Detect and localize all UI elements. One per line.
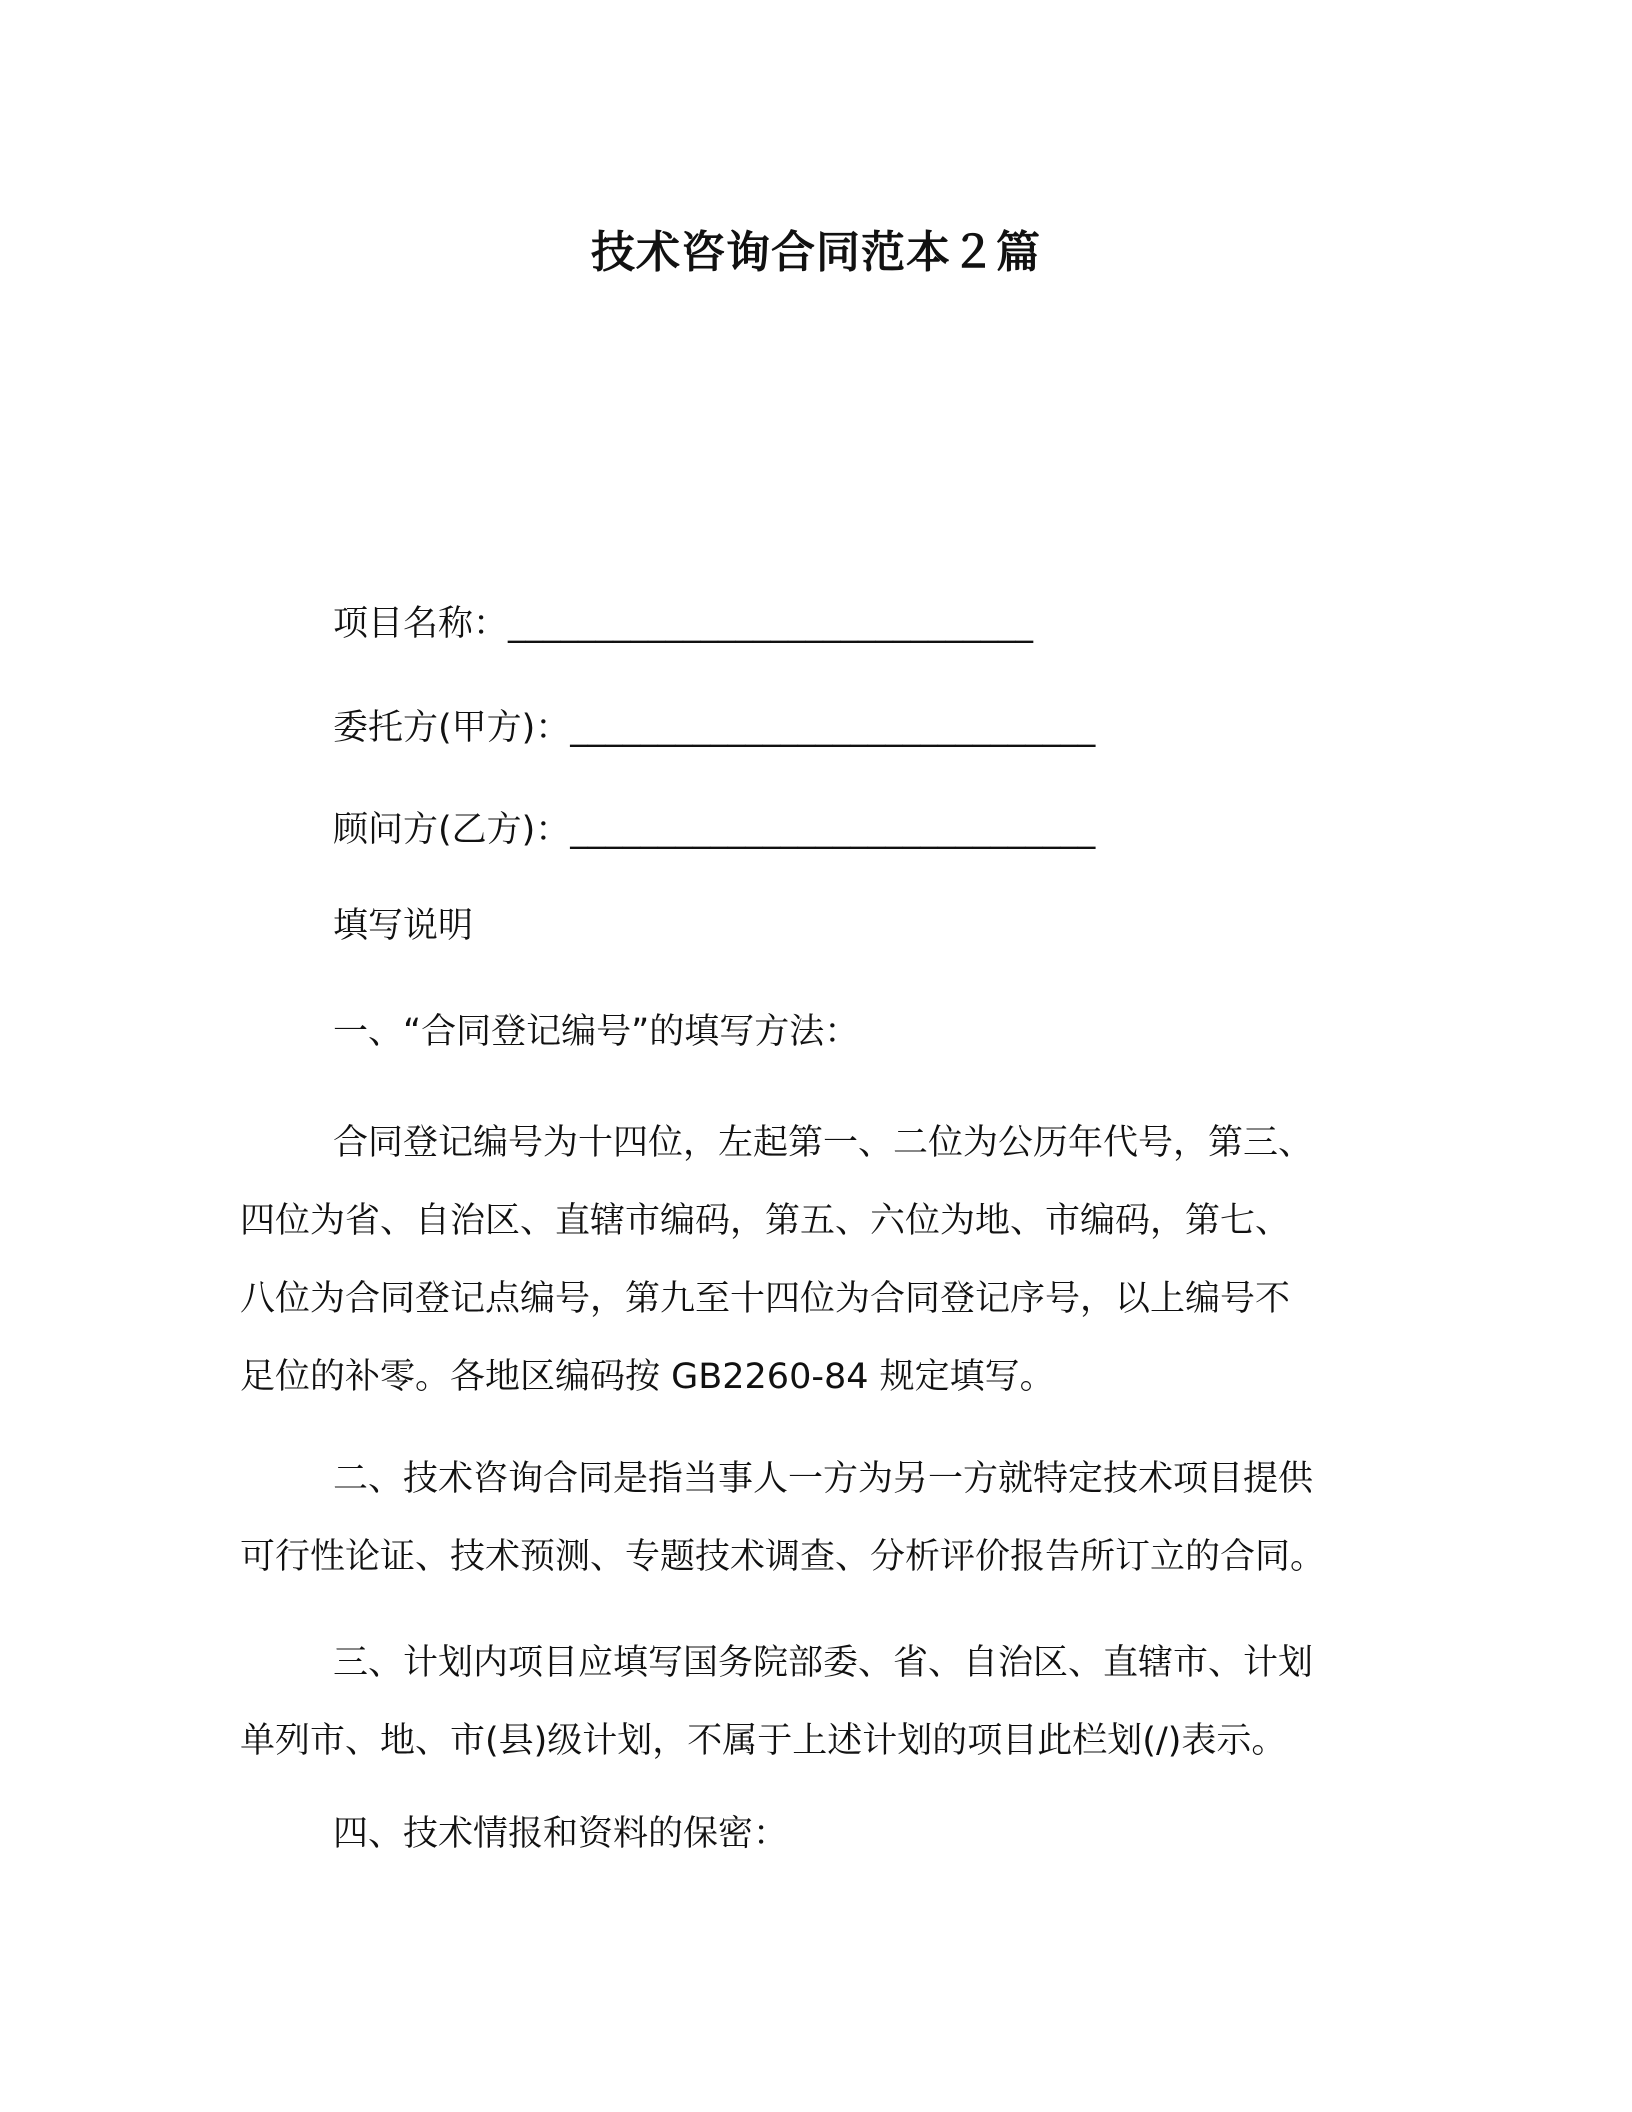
instructions-heading: 填写说明 [333,906,474,946]
section-2-line: 二、技术咨询合同是指当事人一方为另一方就特定技术项目提供 [333,1459,1314,1499]
document-title: 技术咨询合同范本２篇 [591,227,1041,278]
client-field: 委托方(甲方)：______________________________ [333,708,1096,748]
section-1-line: 足位的补零。各地区编码按 GB2260-84 规定填写。 [240,1357,1055,1397]
section-3 [240,1624,1400,1780]
section-2 [240,1440,1400,1596]
section-3-line: 单列市、地、市(县)级计划，不属于上述计划的项目此栏划(/)表示。 [240,1721,1287,1761]
section-1-body [240,1104,1400,1416]
project-name-field: 项目名称：______________________________ [333,604,1034,644]
section-2-line: 可行性论证、技术预测、专题技术调查、分析评价报告所订立的合同。 [240,1537,1326,1577]
section-1-line: 四位为省、自治区、直辖市编码，第五、六位为地、市编码，第七、 [240,1201,1291,1241]
section-1-line: 合同登记编号为十四位，左起第一、二位为公历年代号，第三、 [333,1123,1314,1163]
section-3-line: 三、计划内项目应填写国务院部委、省、自治区、直辖市、计划 [333,1643,1314,1683]
section-1-heading: 一、“合同登记编号”的填写方法： [333,1012,860,1052]
consultant-field: 顾问方(乙方)：______________________________ [333,810,1096,850]
section-4-heading: 四、技术情报和资料的保密： [333,1814,789,1854]
section-1-line: 八位为合同登记点编号，第九至十四位为合同登记序号，以上编号不 [240,1279,1291,1319]
